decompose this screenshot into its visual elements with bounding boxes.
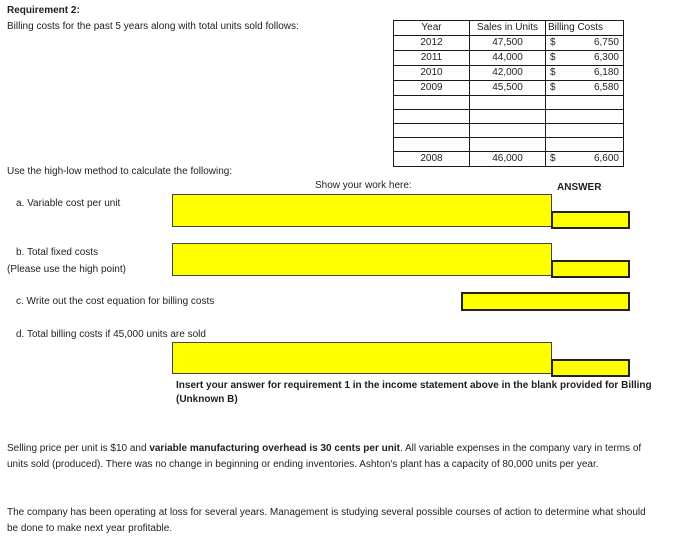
cost-amount: 6,750	[593, 37, 619, 48]
answer-box-c[interactable]	[461, 292, 630, 311]
table-row-empty	[394, 124, 624, 138]
cost-amount: 6,600	[593, 153, 619, 164]
cell-units: 47,500	[470, 36, 546, 51]
header-billing-costs: Billing Costs	[546, 21, 624, 36]
operations-paragraph: The company has been operating at loss for several years. Management is studying several possible courses of action to determine what should be done to make next year profitable.	[7, 507, 646, 534]
table-row	[394, 81, 624, 96]
cell-cost	[546, 66, 624, 81]
answer-label: ANSWER	[557, 182, 602, 193]
table-header-row	[394, 21, 624, 36]
cell-year	[394, 110, 470, 124]
cell-year	[394, 138, 470, 152]
dollar-sign: $	[550, 82, 556, 93]
question-a: a. Variable cost per unit	[16, 198, 121, 209]
table-row	[394, 66, 624, 81]
cell-cost	[546, 96, 624, 110]
table-row-empty	[394, 110, 624, 124]
question-d: d. Total billing costs if 45,000 units are sold	[16, 329, 206, 340]
cell-cost	[546, 81, 624, 96]
cell-units: 45,500	[470, 81, 546, 96]
cell-year	[394, 96, 470, 110]
cell-cost	[546, 110, 624, 124]
table-row-empty	[394, 138, 624, 152]
cell-year: 2012	[394, 36, 470, 51]
cell-cost	[546, 152, 624, 167]
work-box-d[interactable]	[172, 342, 552, 374]
cell-cost	[546, 51, 624, 66]
pricing-text-end: . All variable expenses in the company vary in terms of units sold (produced). There was no change in beginning or ending inventories. Ashton's plant has a capacity of 80,000 units per year.	[7, 443, 642, 470]
high-low-instruction: Use the high-low method to calculate the following:	[7, 166, 233, 177]
cost-amount: 6,300	[593, 52, 619, 63]
question-c: c. Write out the cost equation for billing costs	[16, 296, 215, 307]
answer-box-d[interactable]	[551, 359, 630, 377]
show-work-label: Show your work here:	[315, 180, 412, 191]
answer-box-b[interactable]	[551, 260, 630, 278]
question-b-note: (Please use the high point)	[7, 264, 126, 275]
requirement-intro: Billing costs for the past 5 years along with total units sold follows:	[7, 21, 299, 32]
pricing-text-start: Selling price per unit is $10 and	[7, 443, 150, 454]
table-row	[394, 36, 624, 51]
header-sales-units: Sales in Units	[470, 21, 546, 36]
insert-answer-note: Insert your answer for requirement 1 in the income statement above in the blank provided for Billing (Unknown B)	[176, 380, 652, 405]
cell-units: 46,000	[470, 152, 546, 167]
cost-amount: 6,180	[593, 67, 619, 78]
dollar-sign: $	[550, 67, 556, 78]
table-row	[394, 51, 624, 66]
table-row	[394, 152, 624, 167]
question-b: b. Total fixed costs	[16, 247, 99, 258]
cell-units	[470, 96, 546, 110]
pricing-text-bold: variable manufacturing overhead is 30 cents per unit	[149, 443, 400, 454]
answer-box-a[interactable]	[551, 211, 630, 229]
dollar-sign: $	[550, 52, 556, 63]
billing-cost-table	[393, 20, 624, 167]
cell-units	[470, 124, 546, 138]
cell-cost	[546, 124, 624, 138]
cell-year: 2009	[394, 81, 470, 96]
work-box-b[interactable]	[172, 243, 552, 276]
cell-year: 2010	[394, 66, 470, 81]
cell-cost	[546, 138, 624, 152]
dollar-sign: $	[550, 153, 556, 164]
pricing-paragraph	[7, 441, 647, 473]
work-box-a[interactable]	[172, 194, 552, 227]
cell-year	[394, 124, 470, 138]
header-year: Year	[394, 21, 470, 36]
dollar-sign: $	[550, 37, 556, 48]
cell-units: 42,000	[470, 66, 546, 81]
table-row-empty	[394, 96, 624, 110]
cell-units	[470, 138, 546, 152]
cell-year: 2011	[394, 51, 470, 66]
cell-cost	[546, 36, 624, 51]
cell-units	[470, 110, 546, 124]
cell-year: 2008	[394, 152, 470, 167]
requirement-title: Requirement 2:	[7, 5, 80, 16]
cost-amount: 6,580	[593, 82, 619, 93]
cell-units: 44,000	[470, 51, 546, 66]
